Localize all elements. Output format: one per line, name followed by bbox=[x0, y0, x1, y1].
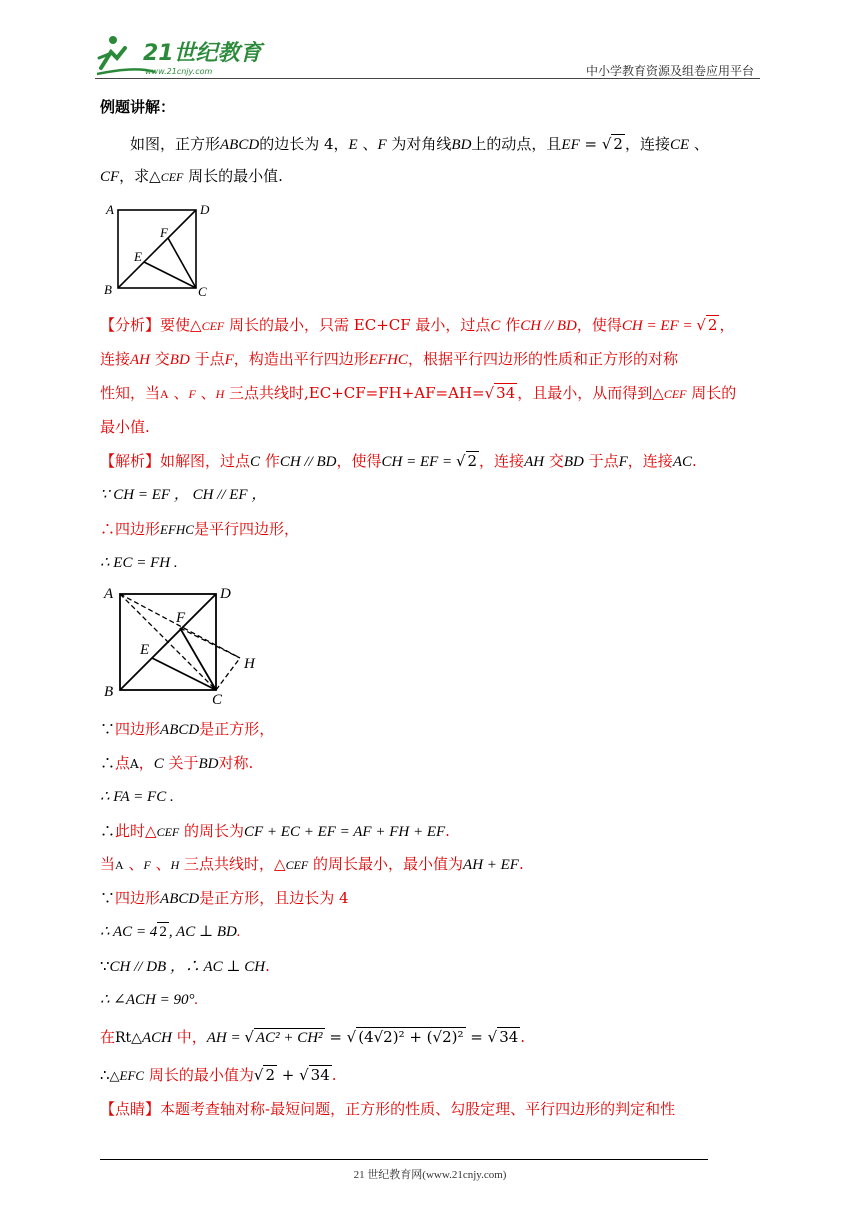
step-1: ∵四边形ABCD是正方形， bbox=[100, 720, 275, 738]
solution-line-1: 【解析】如解图，过点C 作CH // BD，使得CH = EF = √ 2 ，连接AH 交BD 于点F，连接AC. bbox=[100, 452, 697, 470]
footer-divider bbox=[100, 1159, 708, 1160]
fig2-label-h: H bbox=[244, 656, 255, 672]
analysis-line-2: 连接AH 交BD 于点F，构造出平行四边形EFHC，根据平行四边形的性质和正方形的对称 bbox=[100, 350, 678, 368]
logo-text: 21世纪教育 bbox=[143, 41, 262, 66]
solution-line-4: ∴ EC = FH . bbox=[100, 555, 178, 571]
fig1-label-c: C bbox=[198, 284, 207, 299]
fig1-label-d: D bbox=[200, 202, 210, 217]
problem-line-1: 如图，正方形ABCD的边长为 4，E 、F 为对角线BD上的动点，且EF = √ 2 ，连接CE 、 bbox=[130, 135, 709, 153]
analysis-line-1: 【分析】要使△CEF 周长的最小，只需 EC+CF 最小，过点C 作CH // BD，使得CH = EF = √ 2 ， bbox=[100, 316, 735, 334]
figure-2-solution bbox=[100, 582, 270, 707]
step-2: ∴点A，C 关于BD对称. bbox=[100, 754, 254, 772]
site-logo bbox=[95, 30, 265, 78]
page-header bbox=[95, 30, 760, 80]
step-5: 当A 、F 、H 三点共线时，△CEF 的周长最小，最小值为AH + EF. bbox=[100, 855, 524, 873]
header-divider bbox=[95, 78, 760, 79]
step-4: ∴此时△CEF 的周长为CF + EC + EF = AF + FH + EF. bbox=[100, 822, 450, 840]
fig1-label-f: F bbox=[160, 225, 168, 240]
footer-text: 21 世纪教育网(www.21cnjy.com) bbox=[353, 1169, 507, 1181]
step-11: ∴△EFC 周长的最小值为√ 2 + √ 34 . bbox=[100, 1066, 337, 1084]
step-6: ∵四边形ABCD是正方形，且边长为 4 bbox=[100, 889, 349, 907]
fig2-label-e: E bbox=[140, 642, 150, 658]
analysis-line-4: 最小值. bbox=[100, 418, 150, 436]
fig2-label-a: A bbox=[104, 586, 114, 602]
fig2-label-d: D bbox=[220, 586, 231, 602]
step-3: ∴ FA = FC . bbox=[100, 789, 174, 805]
comment-line: 【点睛】本题考查轴对称-最短问题，正方形的性质、勾股定理、平行四边形的判定和性 bbox=[100, 1100, 676, 1118]
figure-1-square bbox=[100, 200, 220, 300]
fig2-label-b: B bbox=[104, 684, 114, 700]
solution-line-2: ∵ CH = EF ， CH // EF ， bbox=[100, 487, 267, 503]
step-9: ∴ ∠ACH = 90°. bbox=[100, 992, 199, 1008]
fig2-label-c: C bbox=[212, 692, 223, 707]
logo-url: www.21cnjy.com bbox=[145, 67, 213, 76]
fig2-label-f: F bbox=[176, 610, 186, 626]
step-8: ∵CH // DB ，∴ AC ⊥ CH. bbox=[100, 957, 270, 975]
step-7: ∴ AC = 4 2 , AC ⊥ BD. bbox=[100, 924, 241, 940]
fig1-label-a: A bbox=[106, 202, 114, 217]
site-title: 中小学教育资源及组卷应用平台 bbox=[585, 64, 754, 78]
problem-line-2: CF，求△CEF 周长的最小值. bbox=[100, 167, 283, 185]
solution-line-3: ∴四边形EFHC是平行四边形， bbox=[100, 520, 299, 538]
fig1-label-e: E bbox=[134, 249, 142, 264]
step-10: 在Rt△ACH 中，AH = √ AC² + CH² = √ (4√2)² + (√2)² = √ 34 . bbox=[100, 1028, 526, 1046]
section-title: 例题讲解： bbox=[100, 98, 176, 116]
analysis-line-3: 性知，当A 、F 、H 三点共线时,EC+CF=FH+AF=AH=√ 34 ，且最小，从而得到△CEF 周长的 bbox=[100, 384, 737, 402]
fig1-label-b: B bbox=[104, 282, 112, 297]
